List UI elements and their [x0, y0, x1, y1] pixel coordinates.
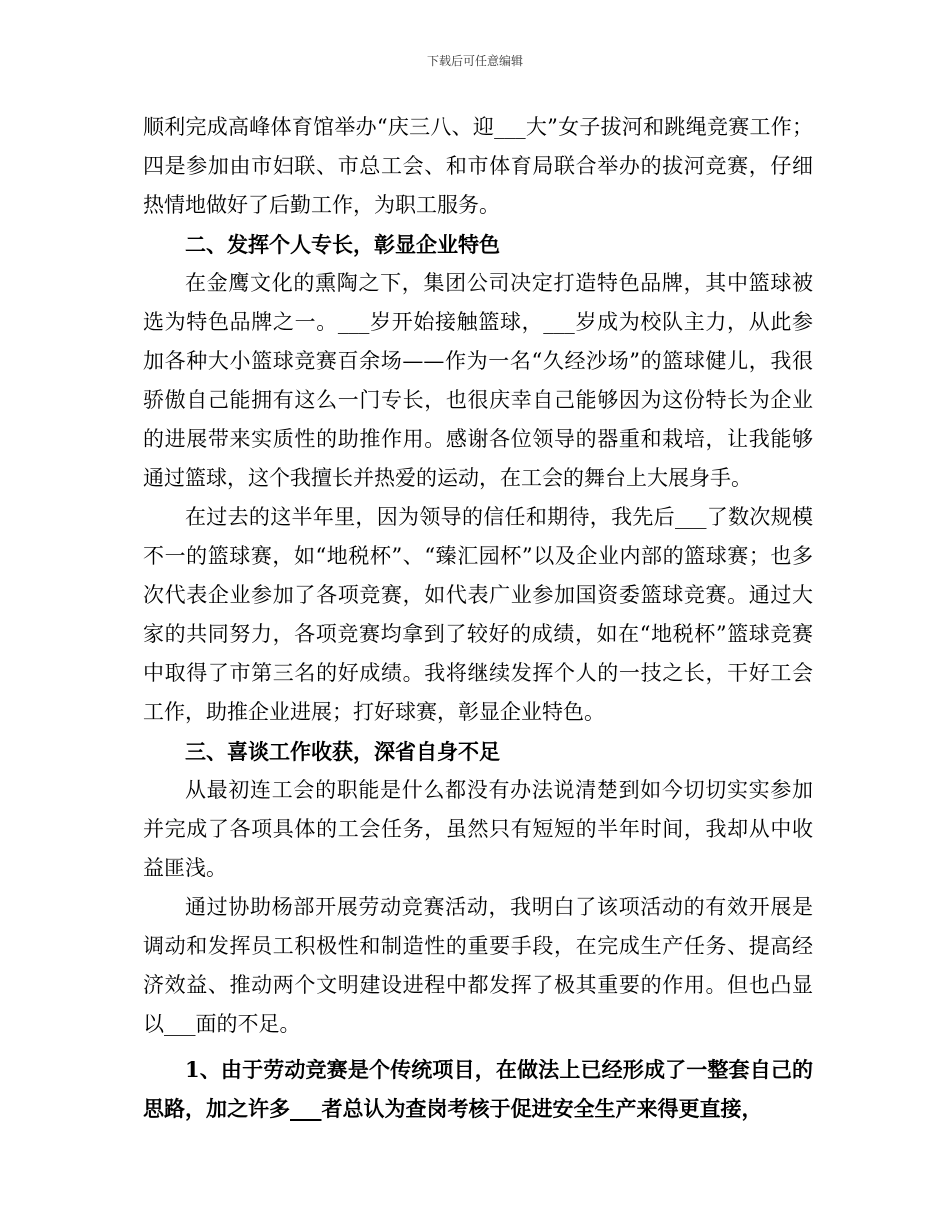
section-2-heading: 二、发挥个人专长，彰显企业特色	[185, 232, 500, 257]
point-1-paragraph: 1、由于劳动竞赛是个传统项目，在做法上已经形成了一整套自己的思路，加之许多___者总认为查岗考核于促进安全生产来得更直接，	[143, 1057, 813, 1121]
section-3-paragraph-2: 通过协助杨部开展劳动竞赛活动，我明白了该项活动的有效开展是调动和发挥员工积极性和制造性的重要手段，在完成生产任务、提高经济效益、推动两个文明建设进程中都发挥了极其重要的作用。但也凸显以___面的不足。	[143, 895, 813, 1036]
section-3-paragraph-1: 从最初连工会的职能是什么都没有办法说清楚到如今切切实实参加并完成了各项具体的工会任务，虽然只有短短的半年时间，我却从中收益匪浅。	[143, 778, 813, 880]
section-3-heading: 三、喜谈工作收获，深省自身不足	[185, 739, 500, 764]
section-2-paragraph-1: 在金鹰文化的熏陶之下，集团公司决定打造特色品牌，其中篮球被选为特色品牌之一。___岁开始接触篮球，___岁成为校队主力，从此参加各种大小篮球竞赛百余场——作为一名“久经沙场”的篮球健儿，我很骄傲自己能拥有这么一门专长，也很庆幸自己能够因为这份特长为企业的进展带来实质性的助推作用。感谢各位领导的器重和栽培，让我能够通过篮球，这个我擅长并热爱的运动，在工会的舞台上大展身手。	[143, 271, 813, 490]
section-2-paragraph-2: 在过去的这半年里，因为领导的信任和期待，我先后___了数次规模不一的篮球赛，如“地税杯”、“臻汇园杯”以及企业内部的篮球赛；也多次代表企业参加了各项竞赛，如代表广业参加国资委篮球竞赛。通过大家的共同努力，各项竞赛均拿到了较好的成绩，如在“地税杯”篮球竞赛中取得了市第三名的好成绩。我将继续发挥个人的一技之长，干好工会工作，助推企业进展；打好球赛，彰显企业特色。	[143, 505, 813, 724]
page-header: 下载后可任意编辑	[426, 54, 523, 68]
intro-paragraph: 顺利完成高峰体育馆举办“庆三八、迎___大”女子拔河和跳绳竞赛工作；四是参加由市妇联、市总工会、和市体育局联合举办的拔河竞赛，仔细热情地做好了后勤工作，为职工服务。	[143, 115, 813, 217]
document-body	[143, 108, 813, 1128]
